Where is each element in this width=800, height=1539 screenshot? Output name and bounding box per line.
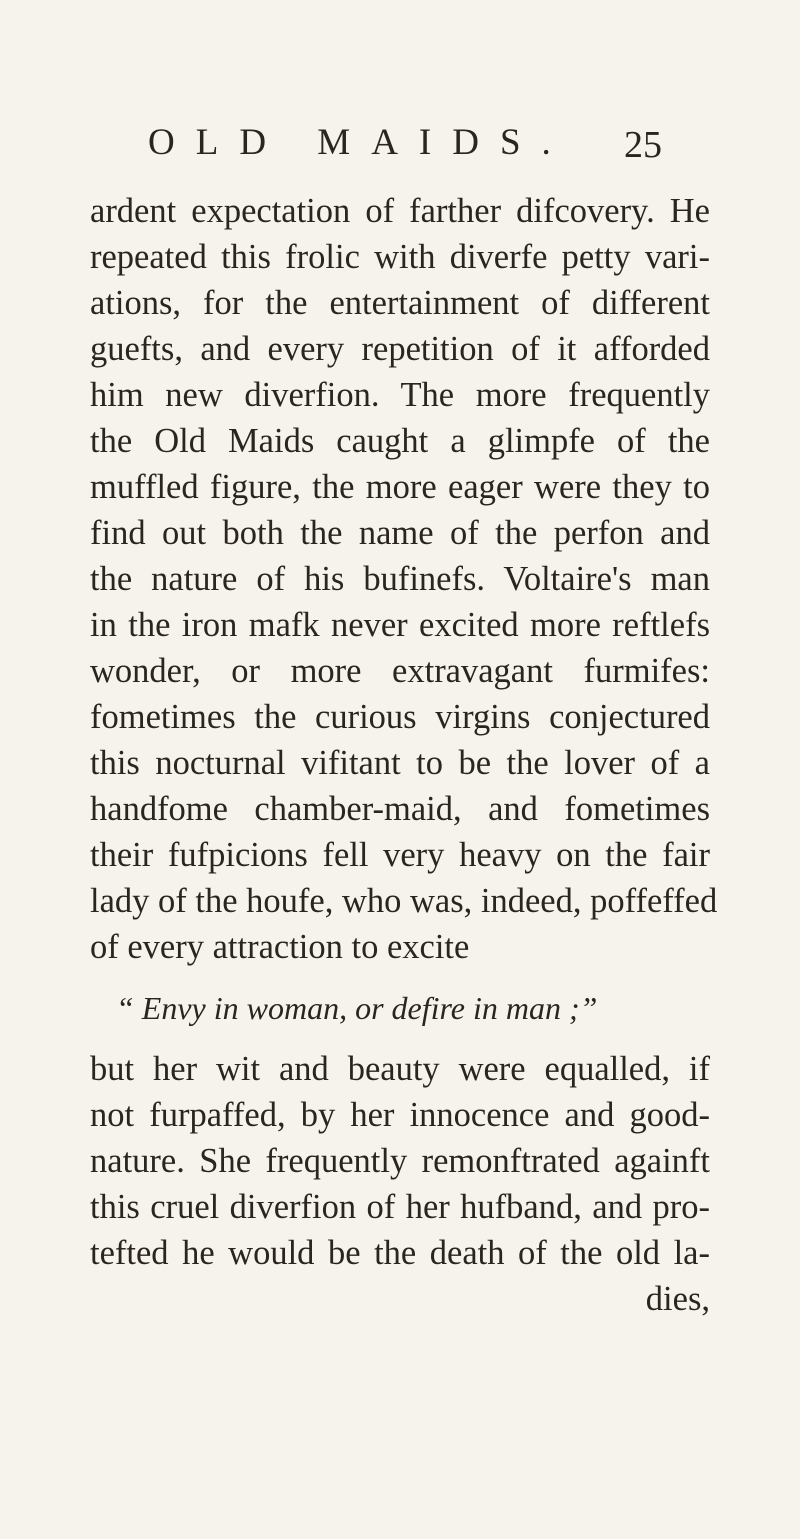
quotation: “ Envy in woman, or defire in man ;” [116, 990, 598, 1026]
text-line: ardent expectation of farther difcovery. He [90, 192, 710, 230]
text-line: him new diverfion. The more frequently [90, 376, 710, 414]
text-line: handfome chamber-maid, and fometimes [90, 790, 710, 828]
text-line: muffled figure, the more eager were they to [90, 468, 710, 506]
text-line: the nature of his bufinefs. Voltaire's man [90, 560, 710, 598]
text-line: this cruel diverfion of her hufband, and pro- [90, 1188, 710, 1226]
text-line: repeated this frolic with diverfe petty vari- [90, 238, 710, 276]
page-number: 25 [624, 124, 662, 166]
text-line: tefted he would be the death of the old la- [90, 1234, 710, 1272]
page-header [0, 115, 800, 171]
text-line: fometimes the curious virgins conjectured [90, 698, 710, 736]
text-line: ations, for the entertainment of different [90, 284, 710, 322]
text-line: in the iron mafk never excited more reftlefs [90, 606, 710, 644]
text-line: not furpaffed, by her innocence and good- [90, 1096, 710, 1134]
text-line: their fufpicions fell very heavy on the fair [90, 836, 710, 874]
running-head: OLD MAIDS. [148, 122, 572, 163]
text-line: this nocturnal vifitant to be the lover of a [90, 744, 710, 782]
text-line: wonder, or more extravagant furmifes: [90, 652, 710, 690]
text-line: guefts, and every repetition of it afforded [90, 330, 710, 368]
text-line: the Old Maids caught a glimpfe of the [90, 422, 710, 460]
text-line: of every attraction to excite [90, 928, 470, 966]
catchword: dies, [645, 1280, 710, 1318]
text-line: but her wit and beauty were equalled, if [90, 1050, 710, 1088]
text-line: nature. She frequently remonftrated againft [90, 1142, 710, 1180]
text-line: find out both the name of the perfon and [90, 514, 710, 552]
text-line: lady of the houfe, who was, indeed, poffeffed [90, 882, 718, 920]
